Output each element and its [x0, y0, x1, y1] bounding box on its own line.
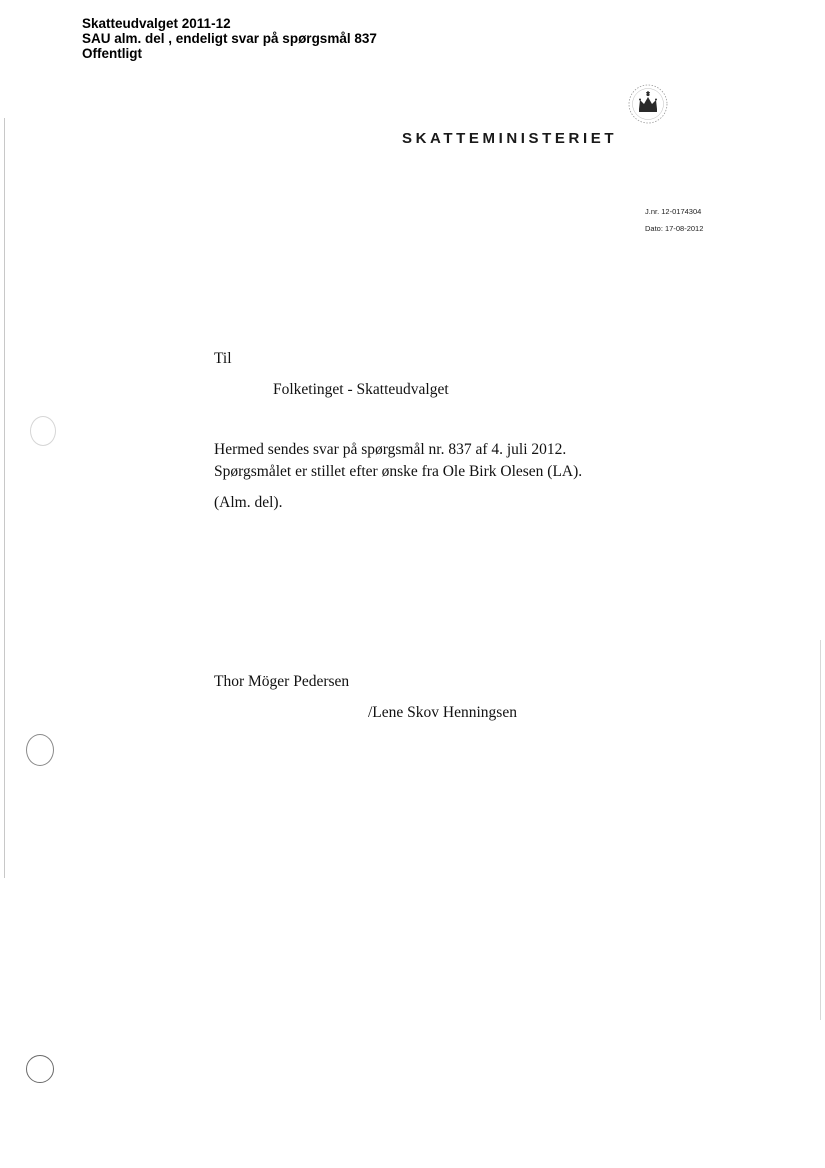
document-header — [82, 16, 377, 61]
ministry-name: SKATTEMINISTERIET — [402, 130, 618, 147]
royal-crown-crest-icon — [626, 82, 670, 126]
letter-body-line: (Alm. del). — [214, 494, 283, 511]
signatory-official: /Lene Skov Henningsen — [368, 704, 517, 721]
signatory-minister: Thor Möger Pedersen — [214, 673, 350, 690]
classification-label: Offentligt — [82, 46, 142, 61]
punch-hole-mark — [26, 734, 54, 766]
recipient-name: Folketinget - Skatteudvalget — [273, 381, 449, 398]
letter-body-line: Spørgsmålet er stillet efter ønske fra Ole Birk Olesen (LA). — [214, 463, 583, 480]
recipient-label: Til — [214, 350, 232, 367]
reference-block — [645, 203, 703, 237]
letter-date: Dato: 17-08-2012 — [645, 224, 704, 233]
committee-title: Skatteudvalget 2011-12 — [82, 16, 231, 31]
journal-number: J.nr. 12-0174304 — [645, 207, 702, 216]
punch-hole-mark — [26, 1055, 54, 1083]
scan-edge-line — [4, 118, 5, 878]
scan-edge-line-right — [820, 640, 821, 1020]
letter-body-line: Hermed sendes svar på spørgsmål nr. 837 af 4. juli 2012. — [214, 441, 567, 458]
document-subtitle: SAU alm. del , endeligt svar på spørgsmål 837 — [82, 31, 377, 46]
punch-hole-mark — [30, 416, 56, 446]
